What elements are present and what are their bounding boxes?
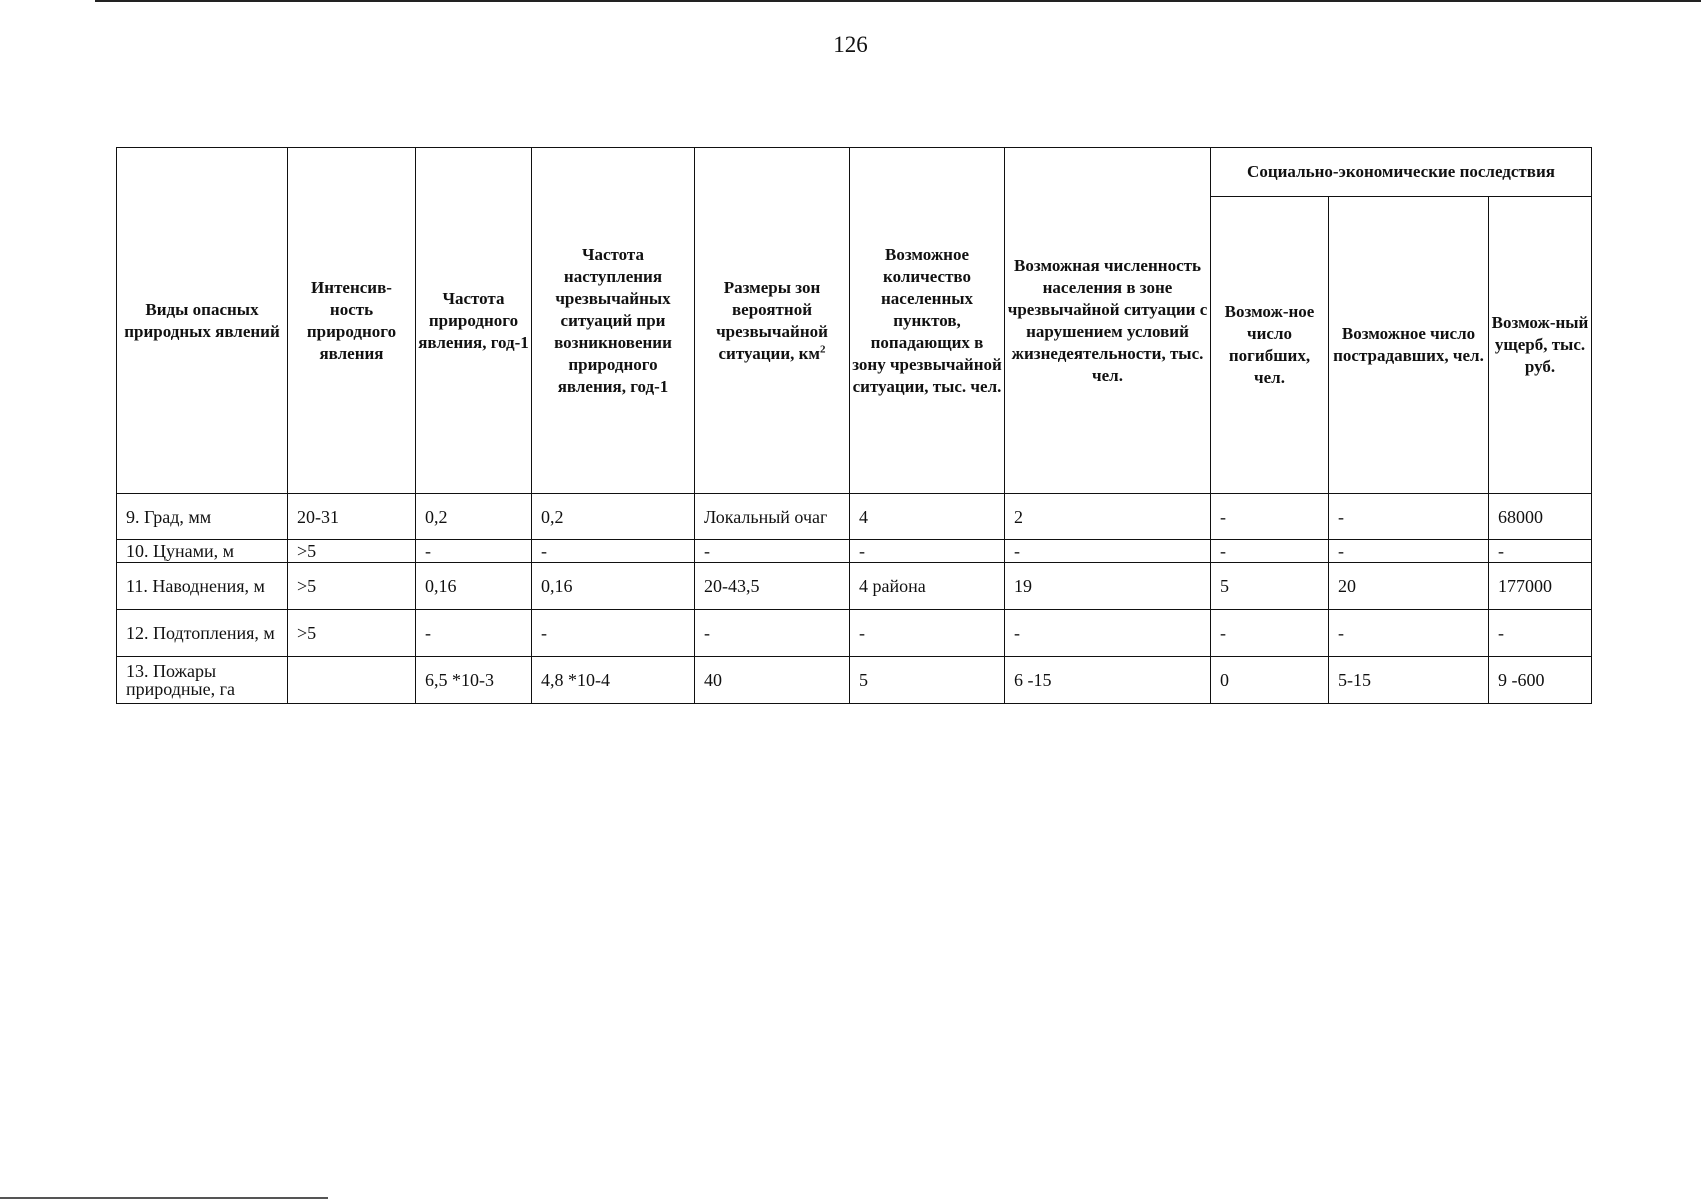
header-settlements: Возможное количество населенных пунктов, попадающих в зону чрезвычайной ситуации, тыс. чел.: [850, 148, 1005, 494]
hazards-table: [116, 147, 1592, 704]
cell-intensity: [288, 657, 416, 704]
cell-emergency-frequency: 0,16: [532, 563, 695, 610]
cell-deaths: 0: [1211, 657, 1329, 704]
cell-frequency: 0,2: [416, 494, 532, 540]
cell-hazard-type: 11. Наводнения, м: [117, 563, 288, 610]
cell-injured: -: [1329, 540, 1489, 563]
header-frequency: Частота природного явления, год-1: [416, 148, 532, 494]
cell-hazard-type: 10. Цунами, м: [117, 540, 288, 563]
cell-hazard-type: 9. Град, мм: [117, 494, 288, 540]
header-emergency-frequency: Частота наступления чрезвычайных ситуаций при возникновении природного явления, год-1: [532, 148, 695, 494]
table-row: [117, 610, 1592, 657]
cell-intensity: >5: [288, 540, 416, 563]
cell-zone-size: -: [695, 610, 850, 657]
cell-zone-size: -: [695, 540, 850, 563]
cell-intensity: >5: [288, 610, 416, 657]
cell-damage: 9 -600: [1489, 657, 1592, 704]
cell-intensity: >5: [288, 563, 416, 610]
cell-injured: 20: [1329, 563, 1489, 610]
cell-frequency: 0,16: [416, 563, 532, 610]
header-hazard-type: Виды опасных природных явлений: [117, 148, 288, 494]
cell-emergency-frequency: 4,8 *10-4: [532, 657, 695, 704]
cell-emergency-frequency: 0,2: [532, 494, 695, 540]
cell-damage: -: [1489, 610, 1592, 657]
header-zone-size-text: Размеры зон вероятной чрезвычайной ситуации, км: [716, 277, 828, 363]
cell-frequency: 6,5 *10-3: [416, 657, 532, 704]
cell-settlements: 4: [850, 494, 1005, 540]
header-damage: Возмож-ный ущерб, тыс. руб.: [1489, 197, 1592, 494]
page-number: 126: [833, 32, 868, 57]
cell-emergency-frequency: -: [532, 540, 695, 563]
scan-bottom-edge-line: [0, 1197, 328, 1199]
cell-hazard-type: 13. Пожары природные, га: [117, 657, 288, 704]
cell-settlements: -: [850, 540, 1005, 563]
header-population: Возможная численность населения в зоне чрезвычайной ситуации с нарушением условий жизнедеятельности, тыс. чел.: [1005, 148, 1211, 494]
cell-zone-size: 40: [695, 657, 850, 704]
cell-settlements: -: [850, 610, 1005, 657]
cell-frequency: -: [416, 540, 532, 563]
cell-zone-size: Локальный очаг: [695, 494, 850, 540]
table-row: [117, 657, 1592, 704]
header-zone-size: [695, 148, 850, 494]
table-row: [117, 494, 1592, 540]
cell-population: -: [1005, 610, 1211, 657]
cell-population: 2: [1005, 494, 1211, 540]
cell-population: 19: [1005, 563, 1211, 610]
cell-injured: 5-15: [1329, 657, 1489, 704]
cell-intensity: 20-31: [288, 494, 416, 540]
header-intensity: Интенсив-ность природного явления: [288, 148, 416, 494]
cell-emergency-frequency: -: [532, 610, 695, 657]
cell-damage: 177000: [1489, 563, 1592, 610]
table-row: [117, 540, 1592, 563]
cell-damage: 68000: [1489, 494, 1592, 540]
header-deaths: Возмож-ное число погибших, чел.: [1211, 197, 1329, 494]
header-consequences-group: Социально-экономические последствия: [1211, 148, 1592, 197]
cell-deaths: -: [1211, 610, 1329, 657]
cell-settlements: 4 района: [850, 563, 1005, 610]
table-header-row: [117, 148, 1592, 197]
cell-population: 6 -15: [1005, 657, 1211, 704]
cell-settlements: 5: [850, 657, 1005, 704]
cell-deaths: 5: [1211, 563, 1329, 610]
header-injured: Возможное число пострадавших, чел.: [1329, 197, 1489, 494]
table-row: [117, 563, 1592, 610]
cell-injured: -: [1329, 610, 1489, 657]
cell-frequency: -: [416, 610, 532, 657]
cell-injured: -: [1329, 494, 1489, 540]
cell-hazard-type: 12. Подтопления, м: [117, 610, 288, 657]
scan-top-edge-line: [95, 0, 1701, 2]
cell-zone-size: 20-43,5: [695, 563, 850, 610]
cell-population: -: [1005, 540, 1211, 563]
cell-deaths: -: [1211, 494, 1329, 540]
cell-deaths: -: [1211, 540, 1329, 563]
cell-damage: -: [1489, 540, 1592, 563]
header-zone-size-sup: 2: [820, 342, 826, 355]
